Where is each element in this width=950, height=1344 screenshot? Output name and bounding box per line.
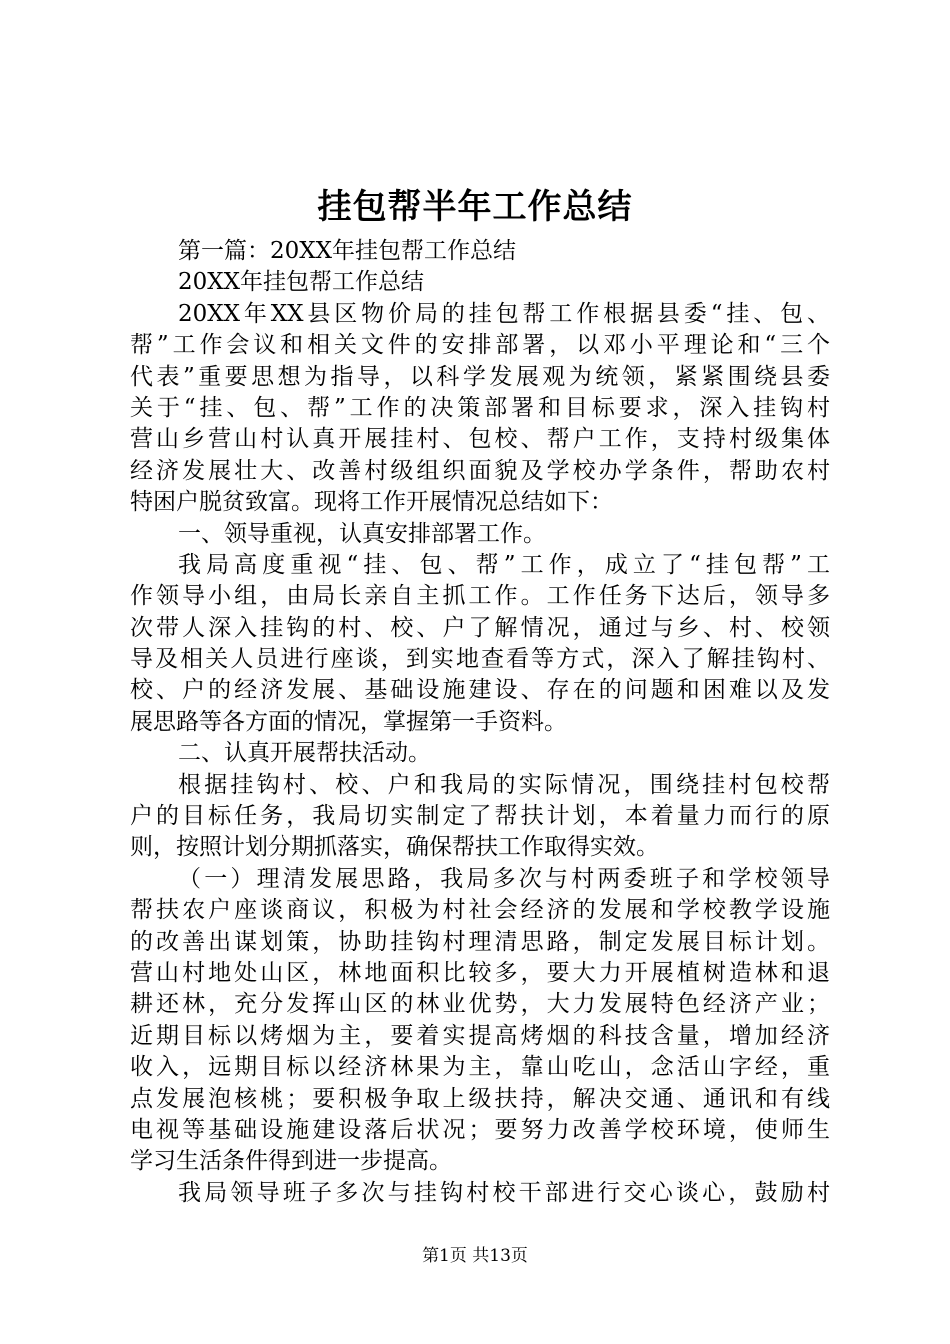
document-title: 挂包帮半年工作总结: [317, 187, 633, 227]
text-line: 我局高度重视“挂、包、帮”工作，成立了“挂包帮”工: [178, 551, 830, 578]
text-line: （一）理清发展思路，我局多次与村两委班子和学校领导: [178, 865, 830, 892]
text-line: 帮扶农户座谈商议，积极为村社会经济的发展和学校教学设施: [130, 897, 830, 924]
text-line: 电视等基础设施建设落后状况；要努力改善学校环境，使师生: [130, 1116, 830, 1143]
text-line: 特困户脱贫致富。现将工作开展情况总结如下：: [130, 489, 613, 516]
text-line: 经济发展壮大、改善村级组织面貌及学校办学条件，帮助农村: [130, 457, 830, 484]
text-line: 作领导小组，由局长亲自主抓工作。工作任务下达后，领导多: [130, 583, 830, 610]
text-line: 次带人深入挂钩的村、校、户了解情况，通过与乡、村、校领: [130, 614, 830, 641]
text-line: 收入，远期目标以经济林果为主，靠山吃山，念活山字经，重: [130, 1054, 830, 1081]
text-line: 则，按照计划分期抓落实，确保帮扶工作取得实效。: [130, 834, 659, 861]
text-line: 近期目标以烤烟为主，要着实提高烤烟的科技含量，增加经济: [130, 1022, 830, 1049]
text-line: 一、领导重视，认真安排部署工作。: [178, 520, 546, 547]
text-line: 营山乡营山村认真开展挂村、包校、帮户工作，支持村级集体: [130, 426, 830, 453]
text-line: 根据挂钩村、校、户和我局的实际情况，围绕挂村包校帮: [178, 771, 830, 798]
text-line: 导及相关人员进行座谈，到实地查看等方式，深入了解挂钩村、: [130, 646, 830, 673]
text-line: 我局领导班子多次与挂钩村校干部进行交心谈心，鼓励村: [178, 1179, 830, 1206]
text-line: 关于“挂、包、帮”工作的决策部署和目标要求，深入挂钩村: [130, 394, 830, 421]
text-line: 点发展泡核桃；要积极争取上级扶持，解决交通、通讯和有线: [130, 1085, 830, 1112]
text-line: 第一篇：20XX年挂包帮工作总结: [178, 238, 517, 264]
text-line: 20XX年挂包帮工作总结: [178, 269, 425, 296]
text-line: 二、认真开展帮扶活动。: [178, 740, 431, 767]
text-line: 20XX年XX县区物价局的挂包帮工作根据县委“挂、包、: [178, 300, 830, 327]
text-line: 户的目标任务，我局切实制定了帮扶计划，本着量力而行的原: [130, 803, 830, 830]
text-line: 耕还林，充分发挥山区的林业优势，大力发展特色经济产业；: [130, 991, 830, 1018]
text-line: 展思路等各方面的情况，掌握第一手资料。: [130, 708, 567, 735]
text-line: 营山村地处山区，林地面积比较多，要大力开展植树造林和退: [130, 959, 830, 986]
text-line: 代表”重要思想为指导，以科学发展观为统领，紧紧围绕县委: [130, 363, 830, 390]
text-line: 学习生活条件得到进一步提高。: [130, 1148, 452, 1175]
text-line: 的改善出谋划策，协助挂钩村理清思路，制定发展目标计划。: [130, 928, 830, 955]
document-body: [130, 236, 830, 1209]
text-line: 帮”工作会议和相关文件的安排部署，以邓小平理论和“三个: [130, 332, 830, 359]
text-line: 校、户的经济发展、基础设施建设、存在的问题和困难以及发: [130, 677, 830, 704]
page-footer: 第1页 共13页: [422, 1246, 528, 1266]
